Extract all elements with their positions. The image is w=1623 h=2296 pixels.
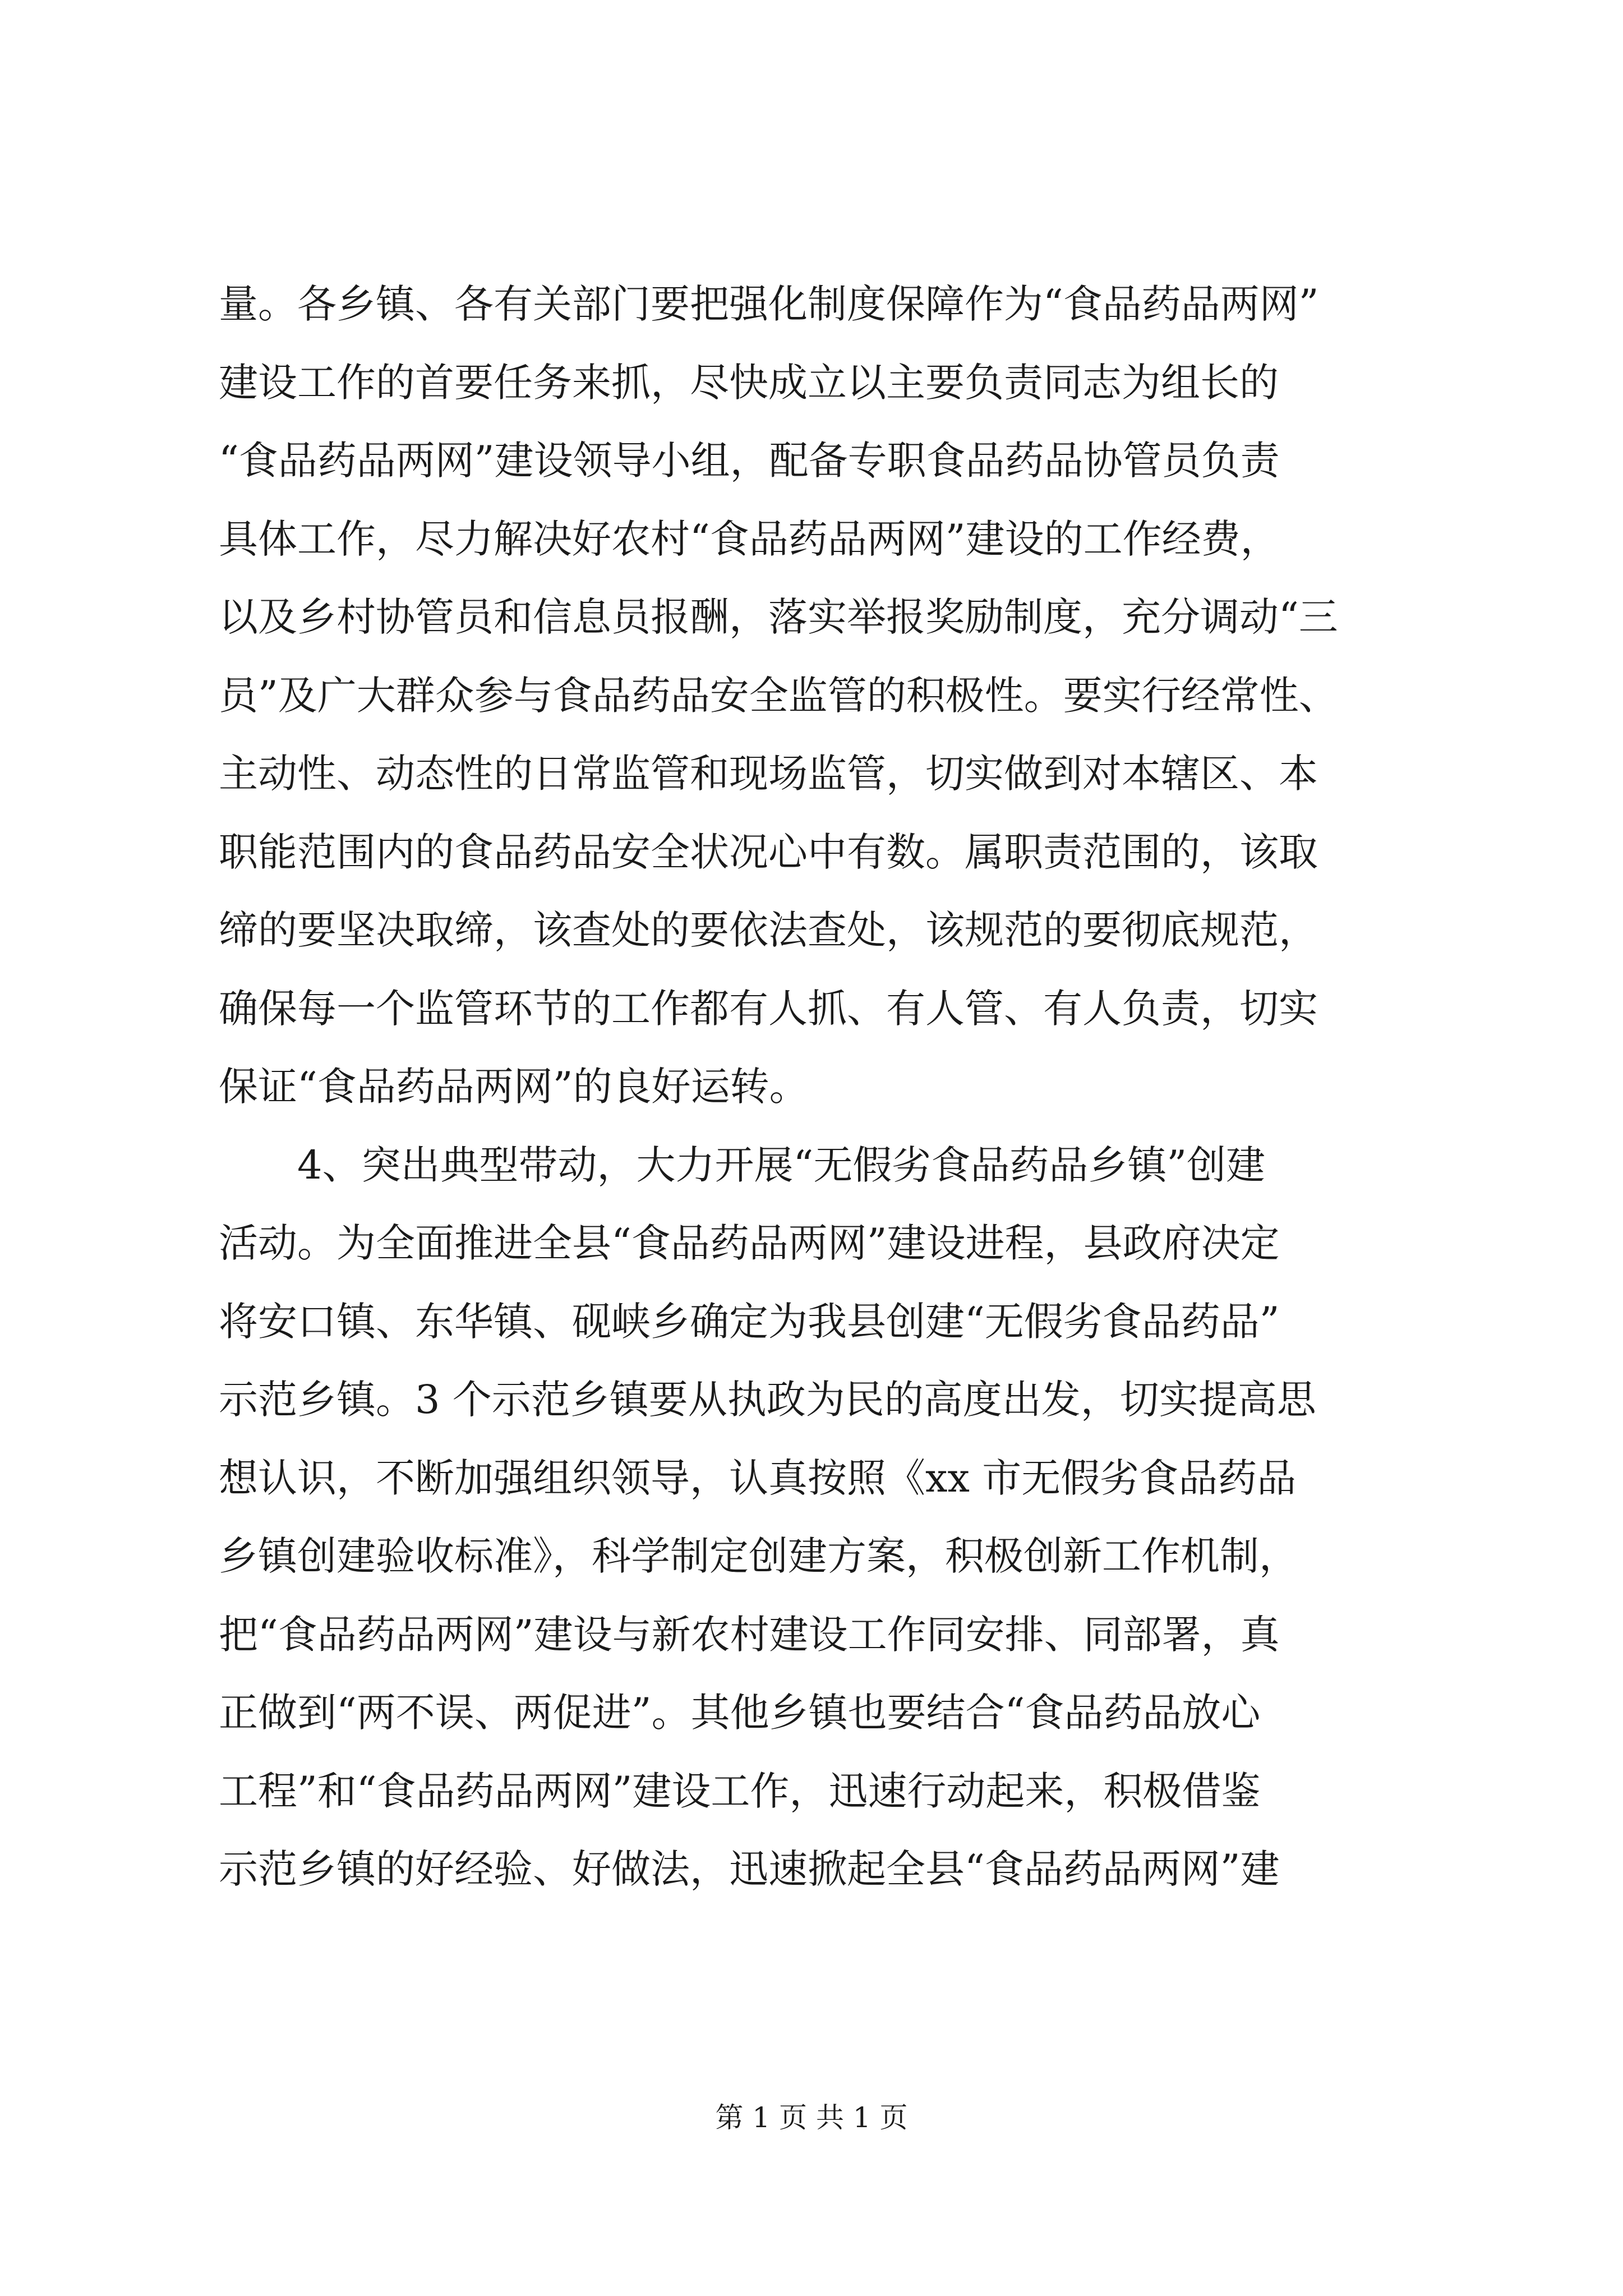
text-line: 将安口镇、东华镇、砚峡乡确定为我县创建“无假劣食品药品” xyxy=(219,1298,1280,1345)
text-line: 具体工作，尽力解决好农村“食品药品两网”建设的工作经费， xyxy=(219,516,1280,562)
text-line: 工程”和“食品药品两网”建设工作，迅速行动起来，积极借鉴 xyxy=(219,1768,1261,1814)
text-line: 示范乡镇。3 个示范乡镇要从执政为民的高度出发，切实提高思 xyxy=(219,1377,1316,1423)
text-line: 4、突出典型带动，大力开展“无假劣食品药品乡镇”创建 xyxy=(219,1142,1266,1188)
text-line: 以及乡村协管员和信息员报酬，落实举报奖励制度，充分调动“三 xyxy=(219,594,1338,640)
text-line: “食品药品两网”建设领导小组，配备专职食品药品协管员负责 xyxy=(219,438,1280,484)
text-line: 正做到“两不误、两促进”。其他乡镇也要结合“食品药品放心 xyxy=(219,1690,1261,1736)
text-line: 把“食品药品两网”建设与新农村建设工作同安排、同部署，真 xyxy=(219,1611,1280,1658)
text-line: 想认识，不断加强组织领导，认真按照《xx 市无假劣食品药品 xyxy=(219,1455,1297,1501)
text-line: 主动性、动态性的日常监管和现场监管，切实做到对本辖区、本 xyxy=(219,751,1318,797)
text-line: 活动。为全面推进全县“食品药品两网”建设进程，县政府决定 xyxy=(219,1220,1280,1266)
page-footer: 第 1 页 共 1 页 xyxy=(715,2101,908,2134)
text-line: 乡镇创建验收标准》，科学制定创建方案，积极创新工作机制， xyxy=(219,1533,1298,1579)
text-line: 保证“食品药品两网”的良好运转。 xyxy=(219,1064,809,1110)
text-line: 确保每一个监管环节的工作都有人抓、有人管、有人负责，切实 xyxy=(219,985,1318,1032)
text-line: 员”及广大群众参与食品药品安全监管的积极性。要实行经常性、 xyxy=(219,672,1338,719)
body-text xyxy=(219,265,1436,1909)
text-line: 量。各乡镇、各有关部门要把强化制度保障作为“食品药品两网” xyxy=(219,281,1319,327)
text-line: 缔的要坚决取缔，该查处的要依法查处，该规范的要彻底规范， xyxy=(219,907,1318,953)
text-line: 建设工作的首要任务来抓，尽快成立以主要负责同志为组长的 xyxy=(219,359,1279,406)
text-line: 职能范围内的食品药品安全状况心中有数。属职责范围的，该取 xyxy=(219,829,1318,875)
text-line: 示范乡镇的好经验、好做法，迅速掀起全县“食品药品两网”建 xyxy=(219,1846,1280,1892)
